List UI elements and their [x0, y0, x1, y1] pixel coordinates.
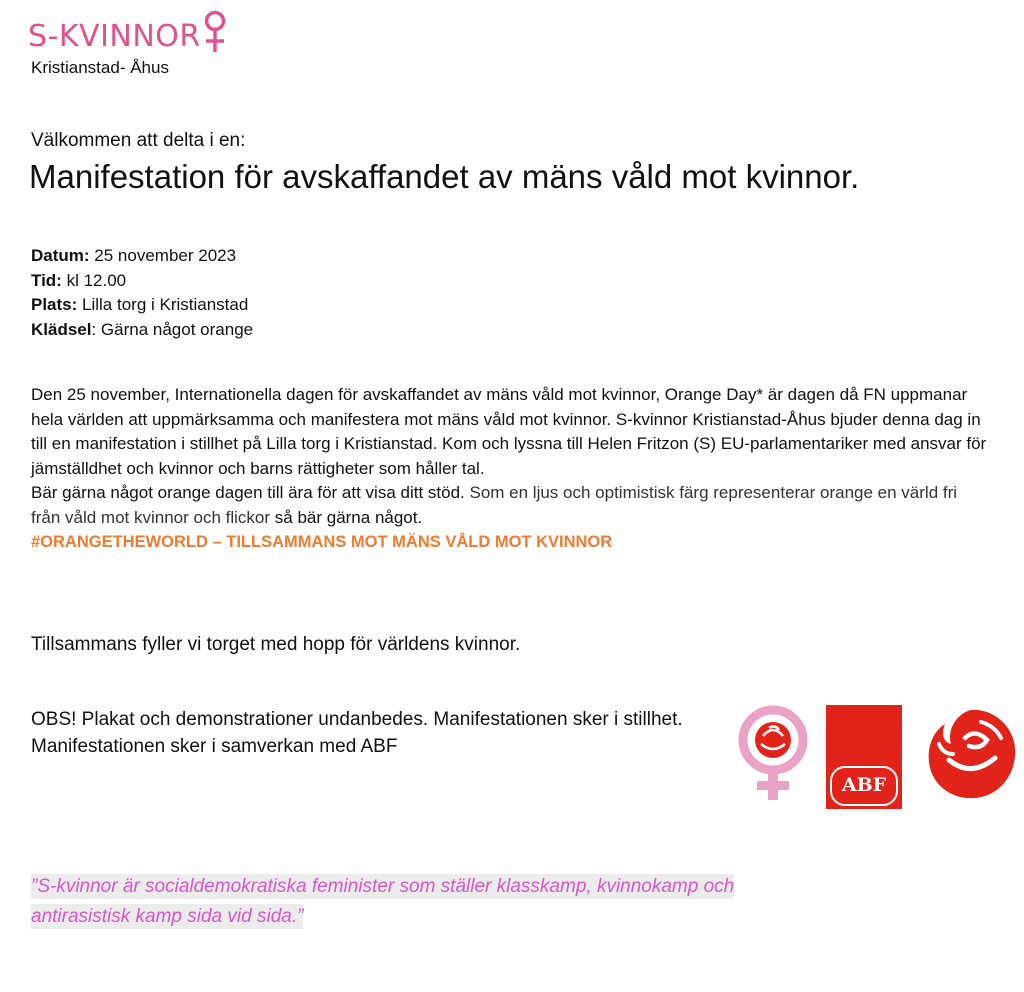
fact-value: : Gärna något orange — [91, 319, 254, 339]
venus-symbol-icon — [202, 10, 228, 54]
fact-label: Klädsel — [31, 319, 92, 339]
logo-text: S-KVINNOR — [28, 19, 201, 54]
fact-value: kl 12.00 — [61, 270, 127, 290]
rose-logo — [921, 704, 1021, 804]
s-kvinnor-logo — [28, 2, 228, 54]
description-paragraph: Den 25 november, Internationella dagen för avskaffandet av mäns våld mot kvinnor, Orange Day* är dagen då FN uppmanar hela världen att uppmärksamma och manifestera mot mäns våld mot kvinnor. S-kvinnor Kristianstad-Åhus bjuder denna dag in till en manifestation i stillhet på Lilla torg i Kristianstad. Kom och lyssna till Helen Fritzon (S) EU-parlamentariker med ansvar för jämställdhet och kvinnor och barns rättigheter som håller tal. — [31, 385, 987, 478]
quote — [31, 872, 734, 932]
fact-label: Tid: — [31, 270, 62, 290]
page-title: Manifestation för avskaffandet av mäns våld mot kvinnor. — [29, 158, 860, 195]
fact-dress — [31, 318, 253, 343]
fact-label: Datum: — [31, 246, 90, 265]
org-location: Kristianstad- Åhus — [31, 58, 169, 77]
together-text: Tillsammans fyller vi torget med hopp för världens kvinnor. — [31, 634, 521, 655]
quote-line: antirasistisk kamp sida vid sida.” — [31, 906, 304, 927]
s-kvinnor-rose-logo — [733, 698, 813, 810]
hashtag-slogan: #ORANGETHEWORLD – TILLSAMMANS MOT MÄNS VÅLD MOT KVINNOR — [31, 533, 613, 551]
fact-time — [31, 269, 253, 294]
wear-orange-text: Bär gärna något orange dagen till ära för att visa ditt stöd. — [31, 483, 465, 502]
orange-meaning-text: Som en ljus och optimistisk färg representerar orange en värld fri från våld mot kvinnor och flickor — [31, 483, 958, 527]
fact-place — [31, 293, 253, 318]
fact-label: Plats: — [31, 295, 78, 314]
fact-value: 25 november 2023 — [89, 246, 237, 265]
fact-date — [31, 244, 253, 269]
quote-line: ”S-kvinnor är socialdemokratiska feminister som ställer klasskamp, kvinnokamp och — [31, 876, 735, 897]
fact-value: Lilla torg i Kristianstad — [77, 295, 249, 314]
abf-logo-text: ABF — [841, 774, 887, 796]
description — [31, 383, 991, 555]
wear-orange-paragraph — [31, 481, 991, 530]
notice-text: OBS! Plakat och demonstrationer undanbedes. Manifestationen sker i stillhet. Manifestationen sker i samverkan med ABF — [31, 709, 683, 757]
partner-logos — [733, 698, 1023, 810]
wear-end-text: så bär gärna något. — [270, 507, 423, 527]
welcome-text: Välkommen att delta i en: — [31, 130, 246, 151]
event-facts — [31, 244, 253, 342]
